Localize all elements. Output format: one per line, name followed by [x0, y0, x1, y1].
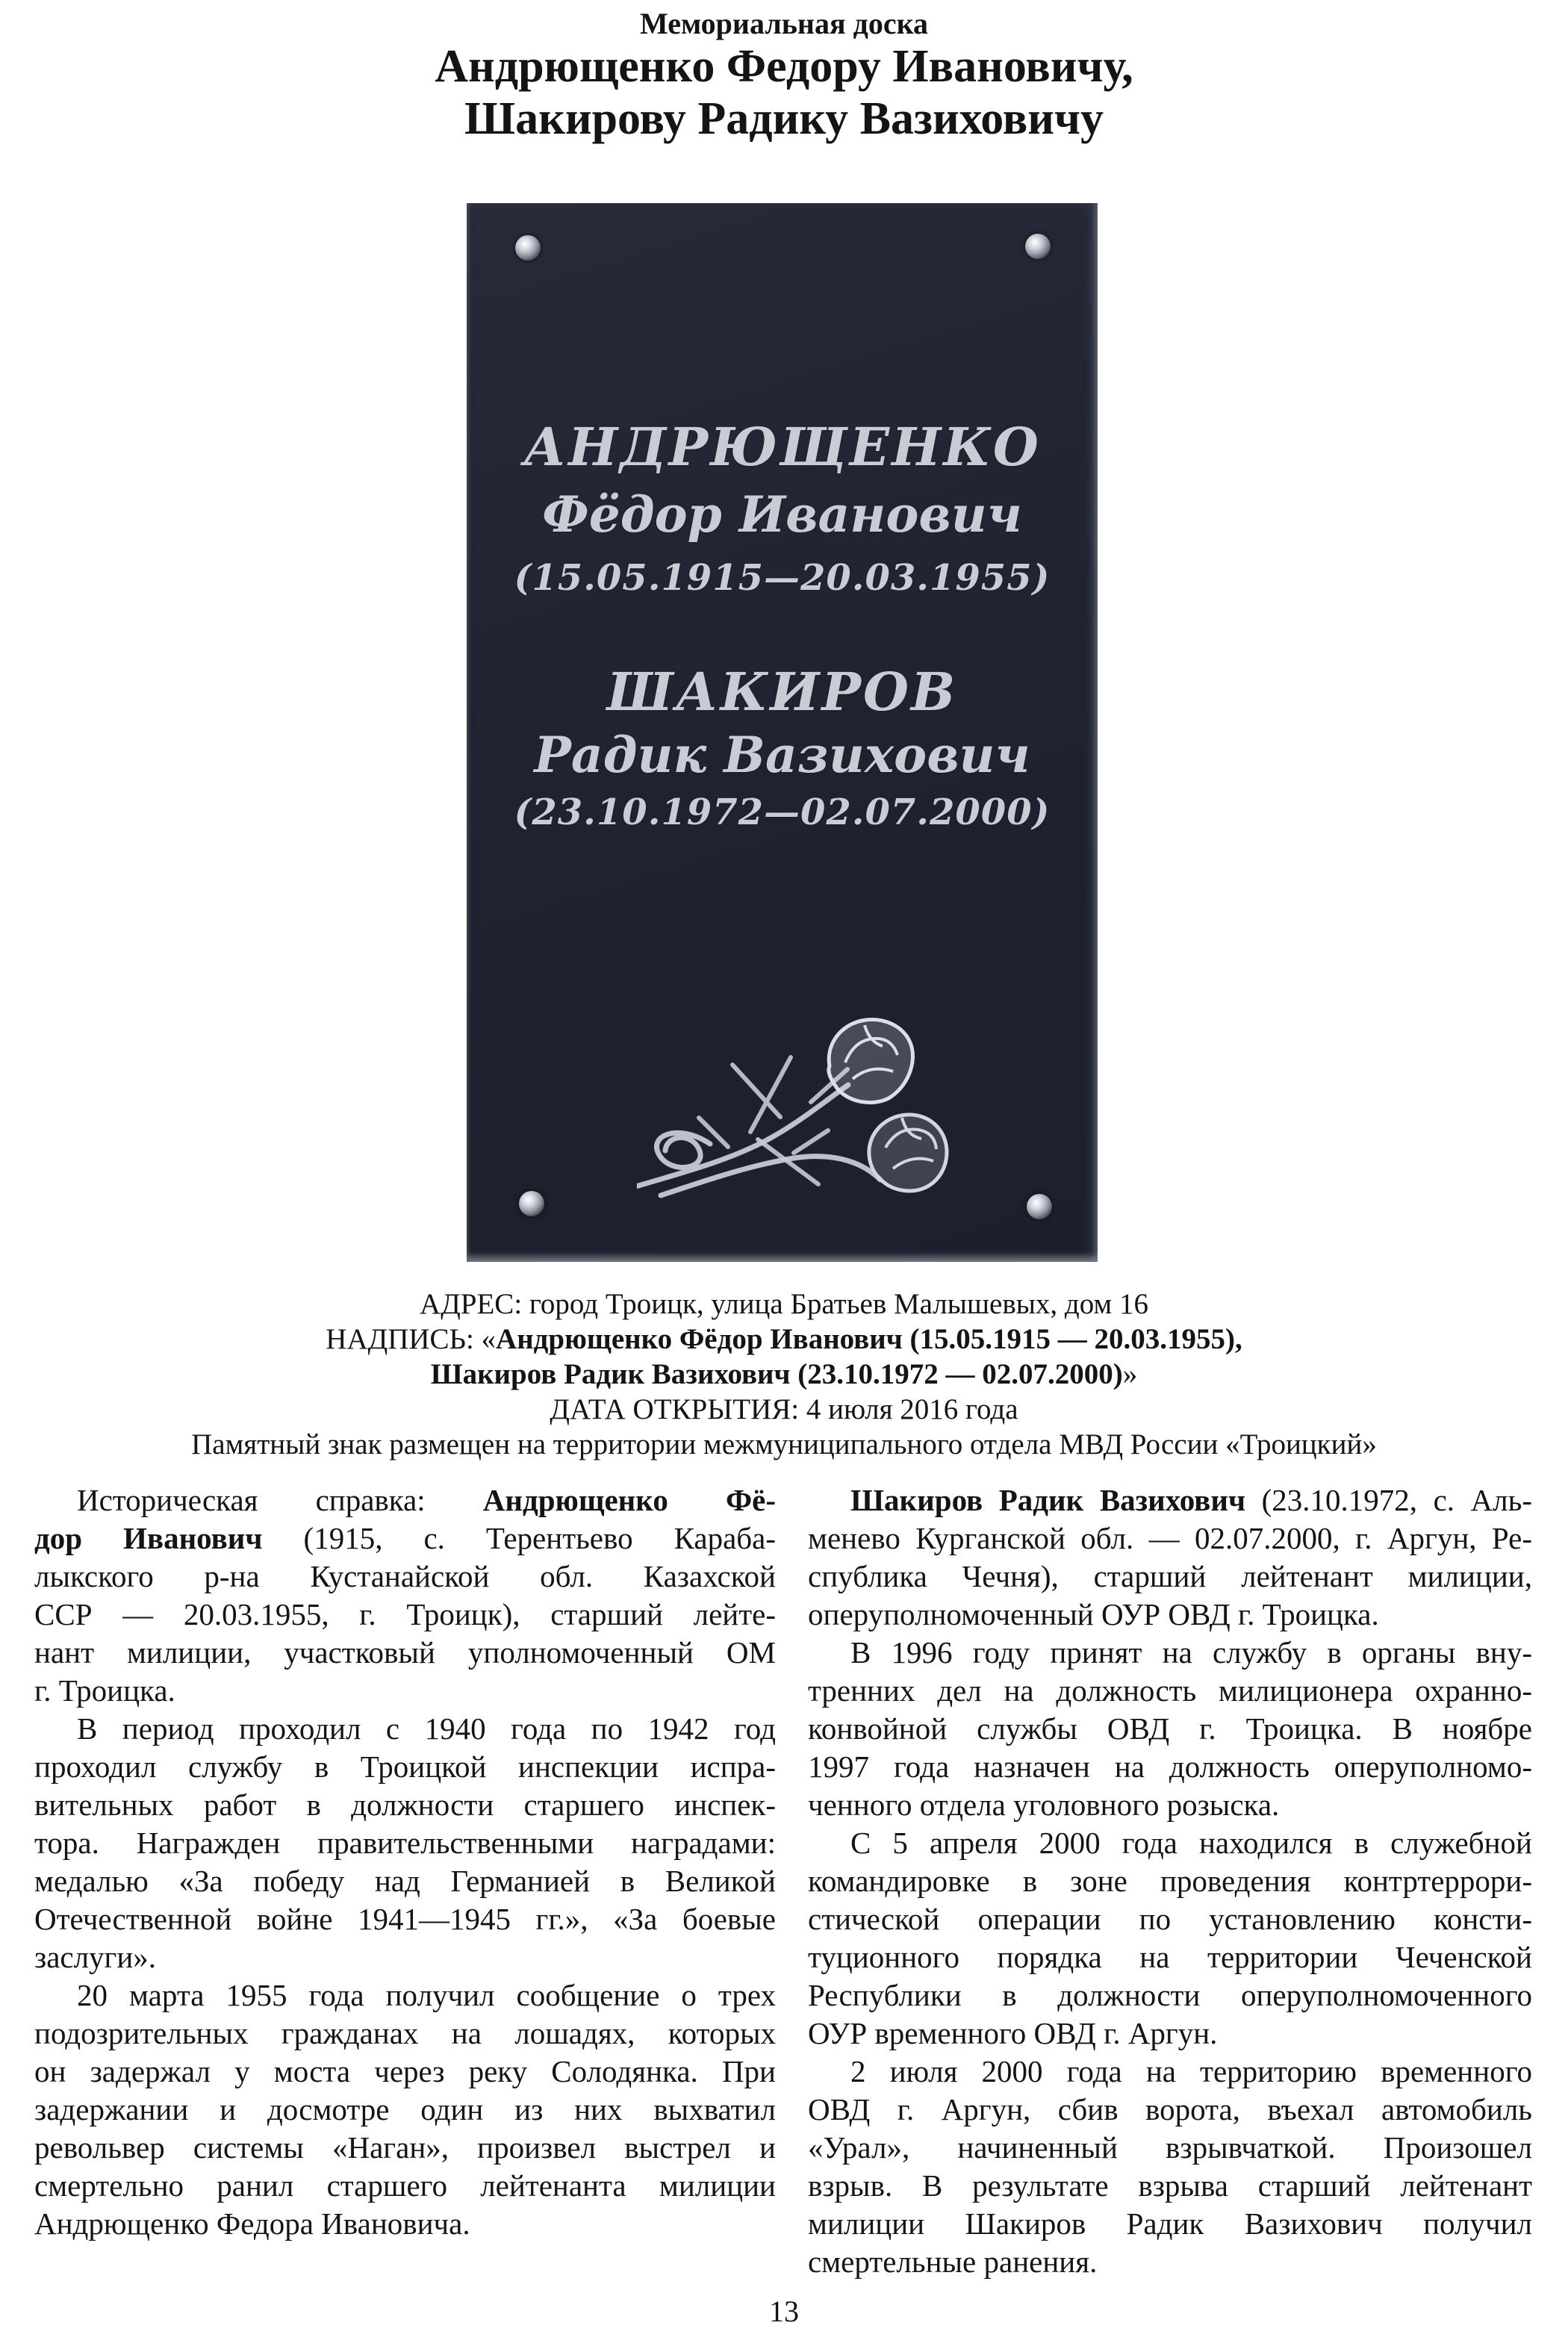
body-text: Историческая справка:: [77, 1483, 483, 1517]
body-text-bold: Шакиров Радик Вазихович: [850, 1483, 1246, 1517]
body-line: [808, 2015, 1532, 2053]
body-text: милиции Шакиров Радик Вазихович получил: [808, 2206, 1532, 2241]
body-text: ОУР временного ОВД г. Аргун.: [808, 2016, 1218, 2050]
body-text: лыкского р-на Кустанайской обл. Казахской: [34, 1559, 776, 1593]
body-line: [808, 1900, 1532, 1938]
body-line: [808, 1824, 1532, 1862]
body-text: туционного порядка на территории Чеченской: [808, 1940, 1532, 1974]
caption-address: АДРЕС: город Троицк, улица Братьев Малышевых, дом 16: [420, 1288, 1148, 1320]
body-line: [34, 1558, 776, 1596]
body-line: [34, 1824, 776, 1862]
body-text: подозрительных гражданах на лошадях, которых: [34, 2016, 776, 2050]
body-line: [34, 1481, 776, 1519]
memorial-plaque-photo: [467, 203, 1098, 1262]
body-text-bold: дор Иванович: [34, 1521, 263, 1555]
body-line: [34, 1748, 776, 1786]
paragraph: [34, 1976, 776, 2243]
body-text: Отечественной войне 1941—1945 гг.», «За боевые: [34, 1902, 776, 1936]
body-line: [808, 1938, 1532, 1976]
body-line: [808, 2243, 1532, 2281]
body-line: [808, 2053, 1532, 2091]
paragraph: [808, 1824, 1532, 2053]
body-line: [34, 1900, 776, 1938]
screw-icon: [519, 1191, 544, 1216]
body-text: тора. Награжден правительственными наградами:: [34, 1826, 776, 1860]
body-text: В период проходил с 1940 года по 1942 год: [77, 1711, 776, 1746]
body-line: [34, 1634, 776, 1672]
body-text: задержании и досмотре один из них выхватил: [34, 2092, 776, 2127]
caption-inscription-line1: [34, 1322, 1534, 1357]
body-column-left: [34, 1481, 776, 2243]
body-line: [34, 2129, 776, 2167]
body-text: ОВД г. Аргун, сбив ворота, въехал автомобиль: [808, 2092, 1532, 2127]
paragraph: [808, 2053, 1532, 2281]
caption-inscription-prefix: НАДПИСЬ: «: [326, 1323, 497, 1355]
body-text: Андрющенко Федора Ивановича.: [34, 2206, 470, 2241]
body-line: [34, 1519, 776, 1558]
body-line: [34, 1596, 776, 1634]
caption-inscription-suffix: »: [1122, 1358, 1138, 1390]
plaque-dates-1: (15.05.1915—20.03.1955): [514, 557, 1051, 599]
body-text: медалью «За победу над Германией в Великой: [34, 1864, 776, 1898]
body-line: [34, 1938, 776, 1976]
body-text: 20 марта 1955 года получил сообщение о трех: [77, 1978, 776, 2012]
body-text: проходил службу в Троицкой инспекции испра-: [34, 1749, 776, 1784]
caption-inscription-bold2: Шакиров Радик Вазихович (23.10.1972 — 02.07.2000): [430, 1358, 1123, 1390]
body-text: смертельно ранил старшего лейтенанта милиции: [34, 2168, 776, 2203]
body-line: [808, 1634, 1532, 1672]
body-line: [808, 1481, 1532, 1519]
body-text: заслуги».: [34, 1940, 157, 1974]
body-line: [808, 2205, 1532, 2243]
plaque-dates-2: (23.10.1972—02.07.2000): [514, 791, 1051, 833]
body-text: вительных работ в должности старшего инспек-: [34, 1788, 776, 1822]
body-text: нант милиции, участковый уполномоченный ОМ: [34, 1635, 776, 1670]
screw-icon: [1025, 234, 1051, 259]
body-line: [808, 1976, 1532, 2015]
body-line: [808, 1786, 1532, 1824]
body-line: [34, 2167, 776, 2205]
body-text: спублика Чечня), старший лейтенант милиции,: [808, 1559, 1532, 1593]
paragraph: [808, 1481, 1532, 1634]
body-text: 1997 года назначен на должность оперуполномо-: [808, 1749, 1532, 1784]
body-text: смертельные ранения.: [808, 2244, 1098, 2279]
body-text: С 5 апреля 2000 года находился в служебной: [850, 1826, 1532, 1860]
body-column-right: [808, 1481, 1532, 2281]
body-text: стической операции по установлению консти-: [808, 1902, 1532, 1936]
body-line: [34, 1672, 776, 1710]
page-title: [0, 40, 1568, 145]
caption-block: [34, 1287, 1534, 1462]
plaque-surname-1: АНДРЮЩЕНКО: [523, 416, 1041, 478]
page-title-line2: Шакирову Радику Вазиховичу: [464, 93, 1104, 144]
body-line: [808, 1672, 1532, 1710]
body-text: г. Троицка.: [34, 1673, 175, 1708]
body-text: он задержал у моста через реку Солодянка. При: [34, 2054, 776, 2088]
body-text: В 1996 году принят на службу в органы вну-: [850, 1635, 1532, 1670]
body-text: (1915, с. Терентьево Караба-: [262, 1521, 776, 1555]
body-line: [808, 1748, 1532, 1786]
body-text: взрыв. В результате взрыва старший лейтенант: [808, 2168, 1532, 2203]
body-line: [34, 2205, 776, 2243]
body-text: «Урал», начиненный взрывчаткой. Произошел: [808, 2130, 1532, 2165]
plaque-given-name-2: Радик Вазихович: [534, 726, 1030, 784]
body-text: командировке в зоне проведения контртеррори-: [808, 1864, 1532, 1898]
screw-icon: [515, 235, 541, 261]
caption-note: Памятный знак размещен на территории межмуниципального отдела МВД России «Троицкий»: [191, 1428, 1377, 1460]
body-line: [34, 2091, 776, 2129]
body-text: менево Курганской обл. — 02.07.2000, г. Аргун, Ре-: [808, 1521, 1532, 1555]
caption-inscription-bold1: Андрющенко Фёдор Иванович (15.05.1915 — 20.03.1955),: [496, 1323, 1242, 1355]
page-title-line1: Андрющенко Федору Ивановичу,: [435, 41, 1133, 92]
body-line: [34, 2015, 776, 2053]
body-line: [808, 1710, 1532, 1748]
body-text: Республики в должности оперуполномоченного: [808, 1978, 1532, 2012]
body-line: [808, 1519, 1532, 1558]
body-text: тренних дел на должность милиционера охранно-: [808, 1673, 1532, 1708]
body-line: [808, 1558, 1532, 1596]
body-text: конвойной службы ОВД г. Троицка. В ноябре: [808, 1711, 1532, 1746]
body-text: (23.10.1972, с. Аль-: [1245, 1483, 1532, 1517]
body-text: револьвер системы «Наган», произвел выстрел и: [34, 2130, 776, 2165]
body-line: [808, 2091, 1532, 2129]
body-text: оперуполномоченный ОУР ОВД г. Троицка.: [808, 1597, 1379, 1631]
body-line: [34, 2053, 776, 2091]
page-kicker: Мемориальная доска: [639, 7, 929, 40]
body-line: [34, 1862, 776, 1900]
body-line: [808, 1596, 1532, 1634]
body-line: [34, 1710, 776, 1748]
screw-icon: [1027, 1194, 1052, 1219]
caption-inscription-line2: [34, 1357, 1534, 1392]
body-line: [808, 2167, 1532, 2205]
page-number: 13: [769, 2295, 799, 2328]
paragraph: [808, 1634, 1532, 1824]
body-text-bold: Андрющенко Фё-: [482, 1483, 777, 1517]
body-line: [808, 2129, 1532, 2167]
body-text: 2 июля 2000 года на территорию временного: [850, 2054, 1532, 2088]
body-line: [808, 1862, 1532, 1900]
carnation-engraving-icon: [637, 1011, 965, 1213]
body-line: [34, 1976, 776, 2015]
paragraph: [34, 1710, 776, 1976]
body-text: ченного отдела уголовного розыска.: [808, 1788, 1280, 1822]
plaque-given-name-1: Фёдор Иванович: [542, 485, 1022, 544]
caption-opening-date: ДАТА ОТКРЫТИЯ: 4 июля 2016 года: [550, 1393, 1018, 1425]
body-line: [34, 1786, 776, 1824]
body-text: ССР — 20.03.1955, г. Троицк), старший лейте-: [34, 1597, 776, 1631]
plaque-surname-2: ШАКИРОВ: [606, 661, 958, 723]
paragraph: [34, 1481, 776, 1710]
